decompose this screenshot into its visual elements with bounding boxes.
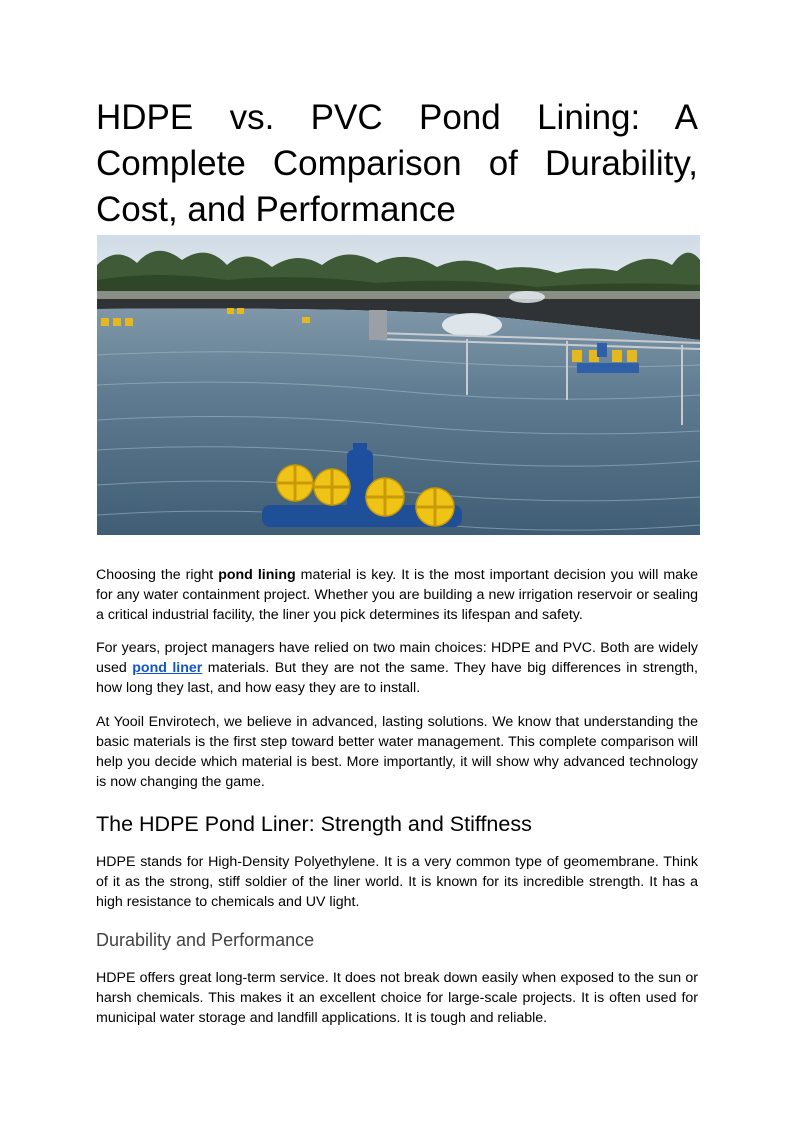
intro-paragraph (96, 565, 698, 625)
intro-text-end: material is key. It is the most important decision you will make for any water containment project. Whether you are building a new irrigation reservoir or sealing a critical industrial facility, the liner you pick determines its lifespan and safety. (96, 567, 699, 623)
pond-liner-link[interactable]: pond liner (132, 660, 203, 676)
durability-subheading: Durability and Performance (96, 930, 315, 950)
pond-lining-bold: pond lining (218, 567, 296, 583)
choices-text-start: For years, project managers have relied on two main choices: HDPE and PVC. Both are widely used (96, 640, 698, 676)
hdpe-paragraph: HDPE stands for High-Density Polyethylene. It is a very common type of geomembrane. Think of it as the strong, stiff soldier of the liner world. It is known for its incredible strength. It has a high resistance to chemicals and UV light. (96, 854, 698, 910)
article-title: HDPE vs. PVC Pond Lining: A Complete Comparison of Durability, Cost, and Performance (96, 98, 698, 229)
company-paragraph: At Yooil Envirotech, we believe in advanced, lasting solutions. We know that understanding the basic materials is the first step toward better water management. This complete comparison will help you decide which material is best. More importantly, it will show why advanced technology is now changing the game. (96, 714, 698, 790)
pond-aerators-photo (97, 235, 700, 535)
durability-paragraph: HDPE offers great long-term service. It does not break down easily when exposed to the sun or harsh chemicals. This makes it an excellent choice for large-scale projects. It is often used for municipal water storage and landfill applications. It is tough and reliable. (96, 970, 698, 1026)
hdpe-section-heading: The HDPE Pond Liner: Strength and Stiffness (96, 812, 532, 836)
choices-paragraph (96, 638, 698, 698)
choices-text-end: materials. But they are not the same. They have big differences in strength, how long they last, and how easy they are to install. (96, 660, 698, 696)
intro-text-start: Choosing the right (96, 567, 219, 583)
